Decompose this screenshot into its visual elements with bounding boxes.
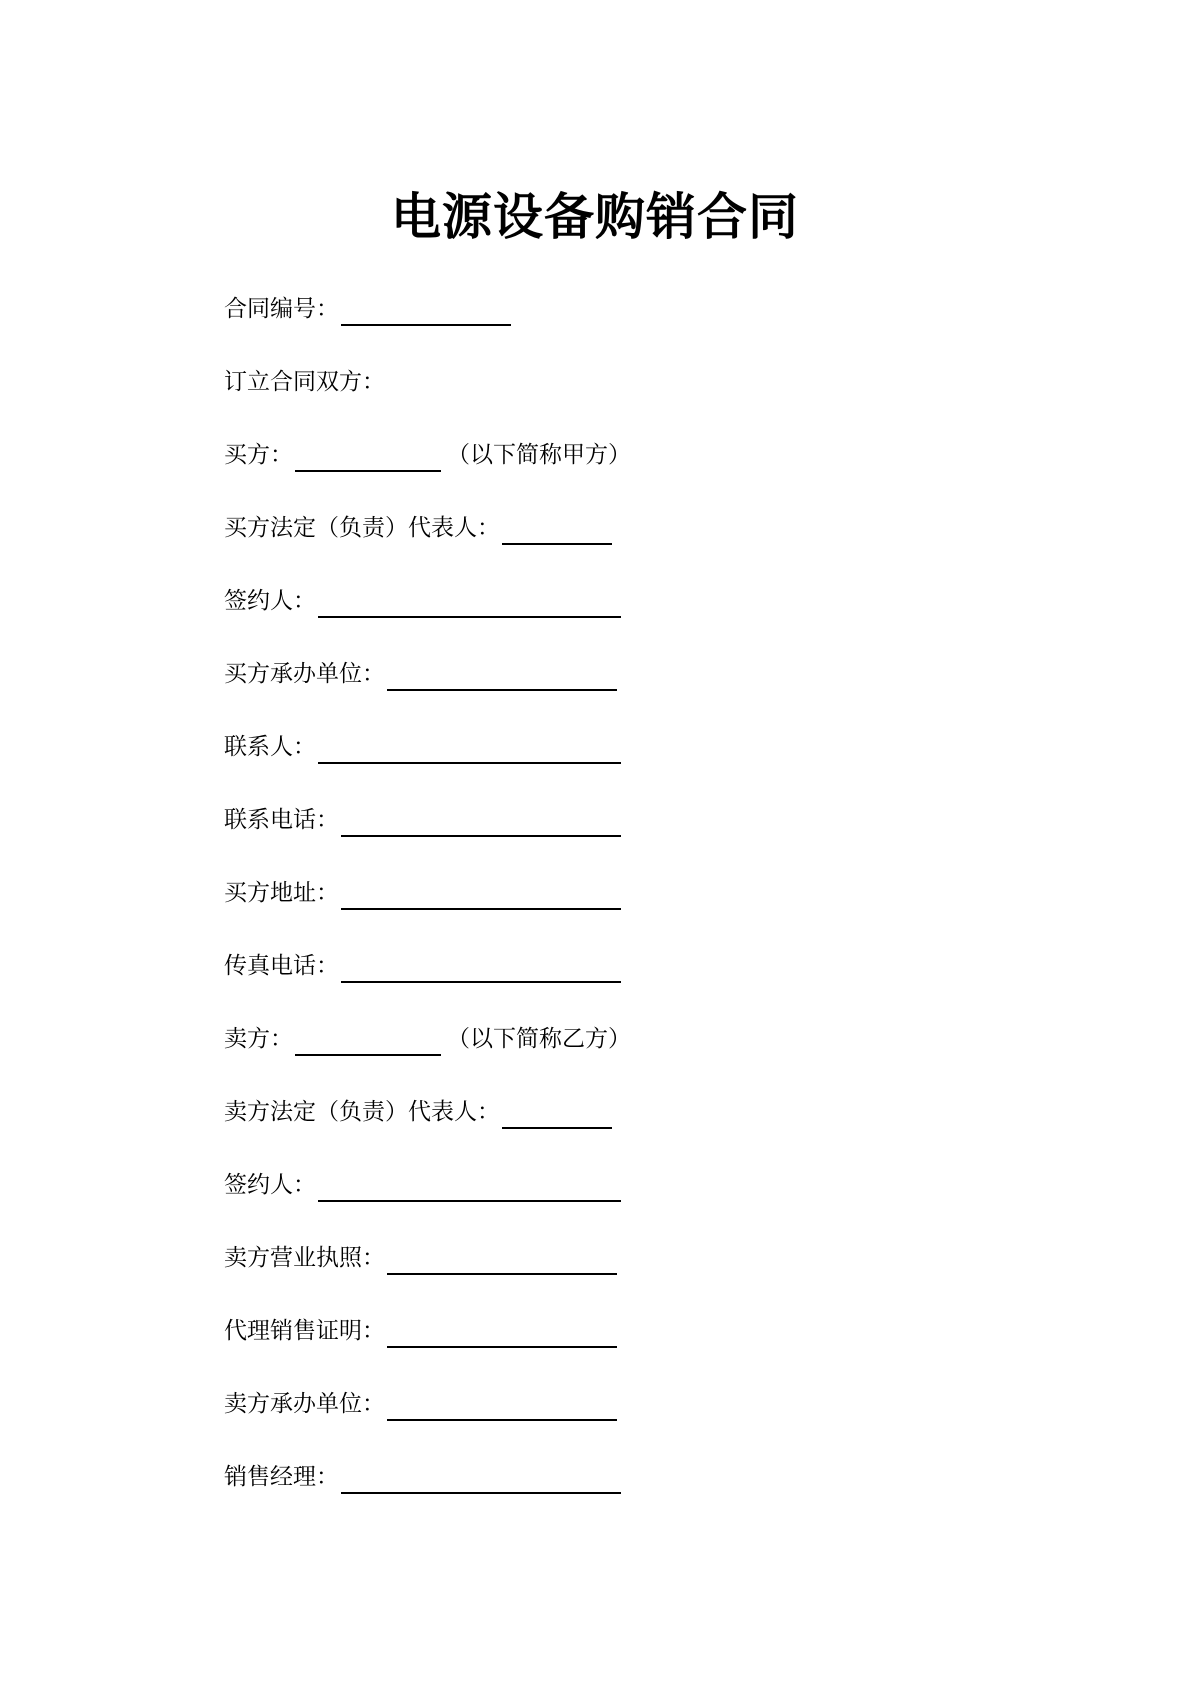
document-title: 电源设备购销合同 [391, 188, 799, 246]
seller-business-license-blank[interactable] [387, 1253, 617, 1275]
field-label: 买方承办单位： [224, 660, 385, 687]
field-suffix: （以下简称甲方） [447, 441, 631, 468]
field-row-buyer-undertaking-unit [224, 637, 1024, 710]
buyer-undertaking-unit-blank[interactable] [387, 669, 617, 691]
field-label: 代理销售证明： [224, 1317, 385, 1344]
field-label: 签约人： [224, 1171, 316, 1198]
field-row-seller [224, 1002, 1024, 1075]
seller-blank[interactable] [295, 1034, 441, 1056]
contract-number-blank[interactable] [341, 304, 511, 326]
field-row-fax [224, 929, 1024, 1002]
seller-undertaking-unit-blank[interactable] [387, 1399, 617, 1421]
field-label: 传真电话： [224, 952, 339, 979]
field-row-contact-phone [224, 783, 1024, 856]
field-label: 订立合同双方： [224, 368, 385, 395]
field-row-contract-number [224, 272, 1024, 345]
field-label: 买方地址： [224, 879, 339, 906]
field-label: 买方法定（负责）代表人： [224, 514, 500, 541]
field-row-contracting-parties [224, 345, 1024, 418]
contract-field-list [224, 272, 1024, 1513]
buyer-signatory-blank[interactable] [318, 596, 621, 618]
field-row-sales-manager [224, 1440, 1024, 1513]
field-suffix: （以下简称乙方） [447, 1025, 631, 1052]
field-label: 卖方营业执照： [224, 1244, 385, 1271]
seller-signatory-blank[interactable] [318, 1180, 621, 1202]
buyer-address-blank[interactable] [341, 888, 621, 910]
field-label: 合同编号： [224, 295, 339, 322]
field-row-seller-undertaking-unit [224, 1367, 1024, 1440]
field-row-seller-signatory [224, 1148, 1024, 1221]
fax-blank[interactable] [341, 961, 621, 983]
field-row-agency-certificate [224, 1294, 1024, 1367]
field-label: 销售经理： [224, 1463, 339, 1490]
field-label: 签约人： [224, 587, 316, 614]
field-label: 卖方法定（负责）代表人： [224, 1098, 500, 1125]
sales-manager-blank[interactable] [341, 1472, 621, 1494]
field-row-seller-business-license [224, 1221, 1024, 1294]
field-label: 卖方承办单位： [224, 1390, 385, 1417]
field-row-buyer [224, 418, 1024, 491]
field-row-seller-representative [224, 1075, 1024, 1148]
field-label: 买方： [224, 441, 293, 468]
buyer-representative-blank[interactable] [502, 523, 612, 545]
field-row-buyer-signatory [224, 564, 1024, 637]
seller-representative-blank[interactable] [502, 1107, 612, 1129]
field-label: 联系电话： [224, 806, 339, 833]
agency-certificate-blank[interactable] [387, 1326, 617, 1348]
field-label: 联系人： [224, 733, 316, 760]
field-row-buyer-address [224, 856, 1024, 929]
field-row-contact-person [224, 710, 1024, 783]
contact-phone-blank[interactable] [341, 815, 621, 837]
contact-person-blank[interactable] [318, 742, 621, 764]
buyer-blank[interactable] [295, 450, 441, 472]
field-row-buyer-representative [224, 491, 1024, 564]
field-label: 卖方： [224, 1025, 293, 1052]
